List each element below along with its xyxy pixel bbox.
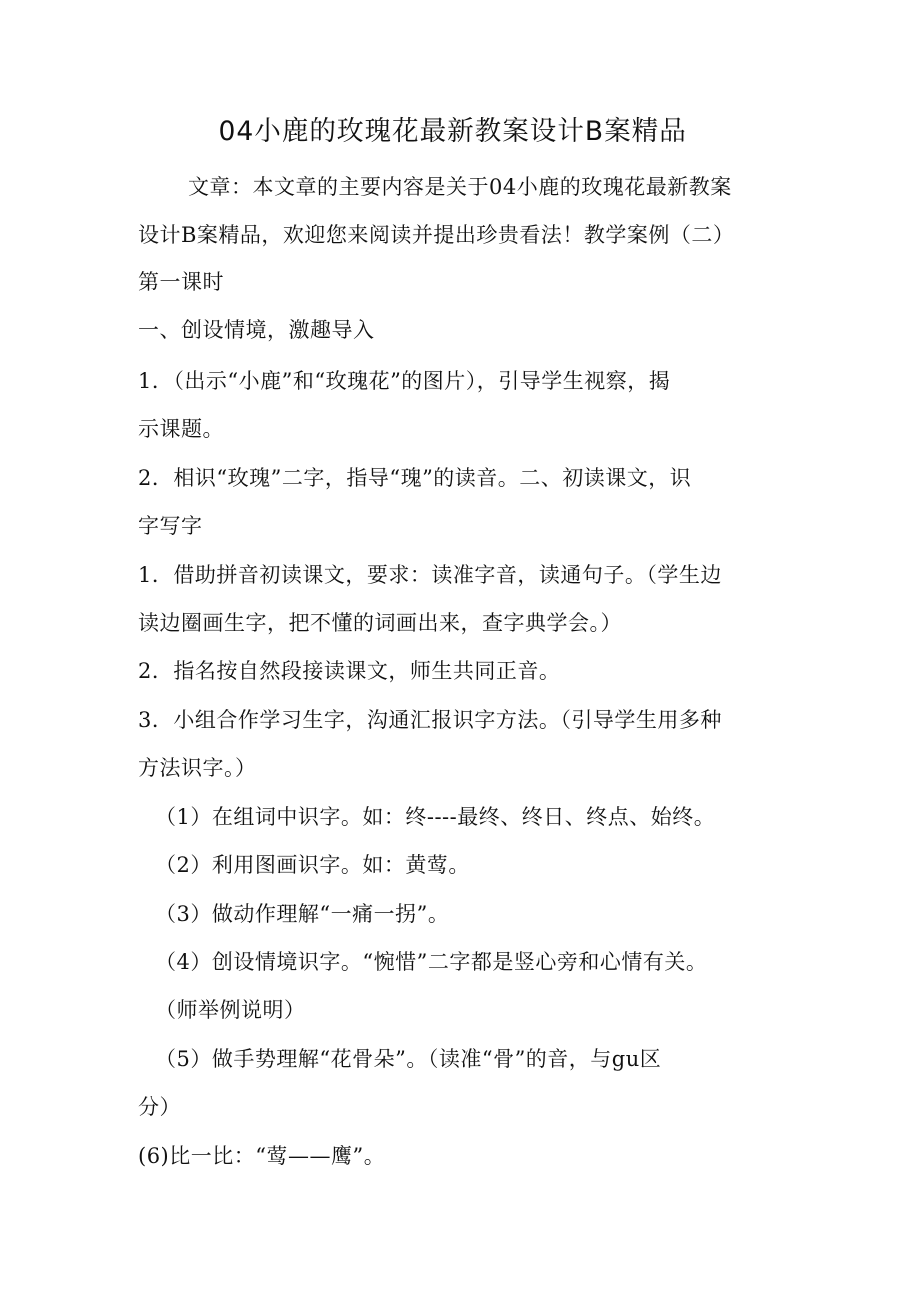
- paragraph-line: 2．相识“玫瑰”二字，指导“瑰”的读音。二、初读课文，识: [138, 466, 692, 490]
- document-title: 04小鹿的玫瑰花最新教案设计B案精品: [218, 116, 687, 147]
- paragraph-line: 设计B案精品，欢迎您来阅读并提出珍贵看法！教学案例（二）: [138, 223, 735, 247]
- list-item: （1）在组词中识字。如：终----最终、终日、终点、始终。: [155, 805, 716, 829]
- paragraph-line: 方法识字。）: [138, 756, 257, 780]
- section-heading: 一、创设情境，激趣导入: [138, 318, 375, 342]
- paragraph-line: 分）: [138, 1095, 181, 1119]
- paragraph-line: （师举例说明）: [155, 998, 306, 1022]
- paragraph-line: 2．指名按自然段接读课文，师生共同正音。: [138, 659, 561, 683]
- list-item: （2）利用图画识字。如：黄莺。: [155, 853, 470, 877]
- paragraph-line: 读边圈画生字，把不懂的词画出来，查字典学会。）: [138, 611, 622, 635]
- list-item: (6)比一比：“莺——鹰”。: [138, 1144, 386, 1168]
- paragraph-line: 3．小组合作学习生字，沟通汇报识字方法。（引导学生用多种: [138, 708, 722, 732]
- list-item: （3）做动作理解“一痛一拐”。: [155, 902, 450, 926]
- paragraph-line: 文章：本文章的主要内容是关于04小鹿的玫瑰花最新教案: [188, 175, 732, 199]
- paragraph-line: 1．（出示“小鹿”和“玫瑰花”的图片），引导学生视察，揭: [138, 369, 671, 393]
- paragraph-line: 字写字: [138, 514, 203, 538]
- list-item: （4）创设情境识字。“惋惜”二字都是竖心旁和心情有关。: [155, 950, 708, 974]
- list-item: （5）做手势理解“花骨朵”。（读准“骨”的音，与gu区: [155, 1047, 662, 1071]
- paragraph-line: 第一课时: [138, 270, 224, 294]
- paragraph-line: 1．借助拼音初读课文，要求：读准字音，读通句子。（学生边: [138, 563, 722, 587]
- paragraph-line: 示课题。: [138, 417, 224, 441]
